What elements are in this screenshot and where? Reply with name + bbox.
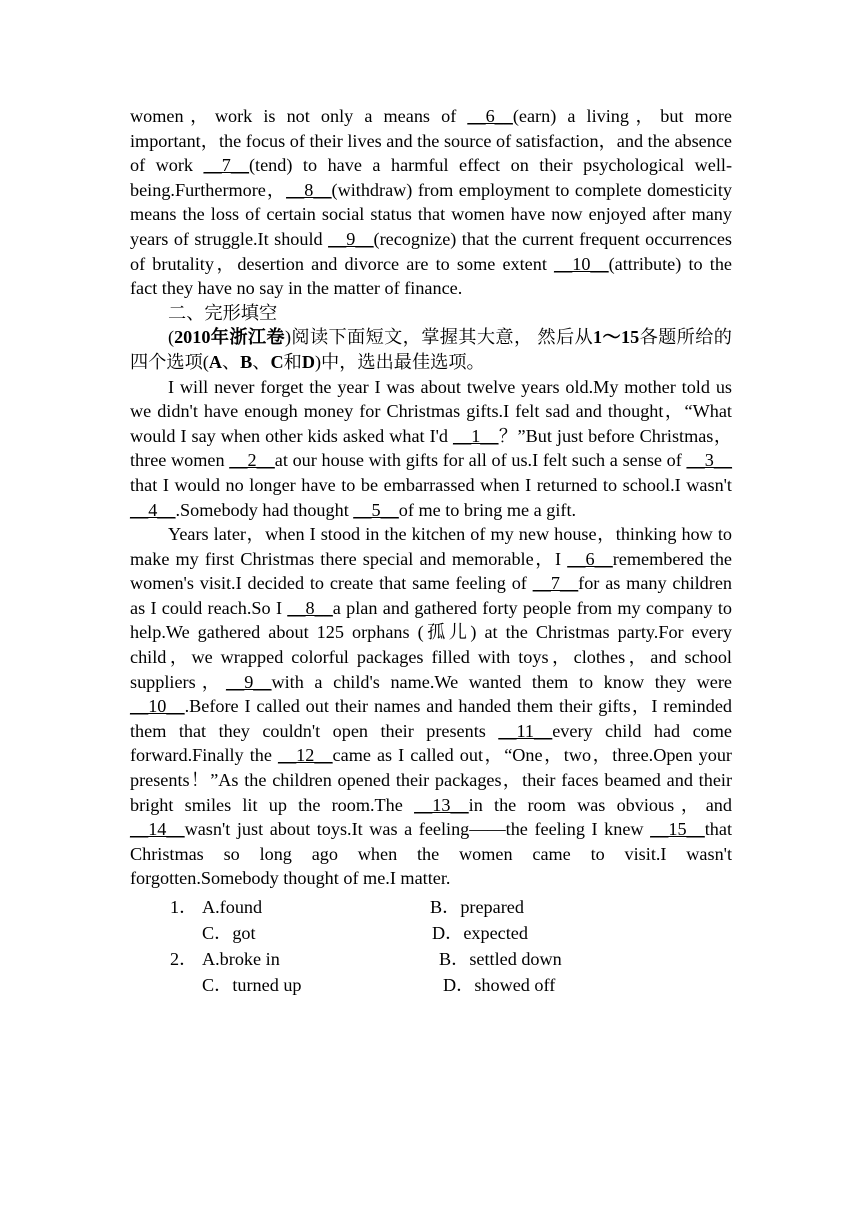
blank-15: __15__ bbox=[650, 819, 705, 840]
blank-9: __9__ bbox=[226, 671, 272, 692]
option-letter: B bbox=[240, 351, 253, 372]
text: (withdraw) from employment to complete domesticity means the loss of certain social status that women have now enjoyed after many years of struggle.It should bbox=[130, 179, 733, 249]
blank-8: __8__ bbox=[287, 597, 333, 618]
text: )阅读下面短文，掌握其大意， 然后从 bbox=[284, 327, 594, 348]
text: Years later，when I stood in the kitchen of my new house，thinking how to make my first Christmas there special and memorable，I bbox=[130, 524, 732, 569]
blank-7: __7__ bbox=[532, 573, 579, 594]
blank-9: __9__ bbox=[328, 228, 374, 249]
text: a plan and gathered forty people from my company to help.We gathered about 125 orphans (孤儿) at the Christmas party.For every child，we wrapped colorful packages filled with toys，clothes，and school suppliers， bbox=[130, 597, 732, 692]
blank-10: __10__ bbox=[130, 696, 185, 717]
option-b: B．prepared bbox=[430, 897, 524, 917]
option-d: D．expected bbox=[432, 923, 528, 943]
text: that I would no longer have to be embarrassed when I returned to school.I wasn't bbox=[130, 474, 732, 495]
option-letter: A bbox=[208, 351, 222, 372]
option-letter: C bbox=[270, 351, 284, 372]
passage-continuation bbox=[130, 104, 732, 301]
option-b: B．settled down bbox=[439, 949, 562, 969]
text: 、 bbox=[221, 351, 241, 372]
question-1-row-1 bbox=[130, 895, 732, 921]
blank-6: __6__ bbox=[567, 548, 613, 569]
exam-source: 2010年浙江卷 bbox=[174, 327, 285, 348]
answer-options bbox=[130, 895, 732, 999]
text: ？”But just before Christmas，three women bbox=[130, 425, 733, 471]
blank-2: __2__ bbox=[229, 450, 275, 471]
question-number: 1． bbox=[170, 897, 198, 917]
text: 各题所给的四个选项( bbox=[130, 327, 732, 372]
text: remembered the women's visit.I decided to create that same feeling of bbox=[130, 548, 733, 594]
text: (tend) to have a harmful effect on their psychological well-being.Furthermore， bbox=[130, 155, 732, 200]
text: that Christmas so long ago when the women came to visit.I wasn't forgotten.Somebody thought of me.I matter. bbox=[130, 819, 732, 889]
text: I will never forget the year I was about twelve years old.My mother told us we didn't have enough money for Christmas gifts.I felt sad and thought，“What would I say when other kids asked what I'd bbox=[130, 376, 732, 446]
question-2-row-1 bbox=[130, 947, 732, 973]
blank-8: __8__ bbox=[286, 179, 332, 200]
option-c: C．turned up bbox=[202, 975, 302, 995]
text: came as I called out，“One，two，three.Open your presents！”As the children opened their packages，their faces beamed and their bright smiles lit up the room.The bbox=[130, 745, 732, 815]
question-1-row-2 bbox=[130, 921, 732, 947]
section-title: 二、完形填空 bbox=[168, 302, 278, 323]
question-2-row-2 bbox=[130, 973, 732, 999]
text: )中，选出最佳选项。 bbox=[314, 351, 485, 372]
option-letter: D bbox=[301, 351, 315, 372]
blank-7: __7__ bbox=[203, 155, 249, 176]
blank-6: __6__ bbox=[467, 106, 513, 126]
cloze-paragraph-1 bbox=[130, 375, 732, 523]
blank-11: __11__ bbox=[498, 720, 553, 741]
text: every child had come forward.Finally the bbox=[130, 720, 732, 766]
blank-12: __12__ bbox=[277, 745, 333, 766]
text: women，work is not only a means of bbox=[130, 106, 468, 126]
blank-10: __10__ bbox=[554, 253, 609, 274]
text: 、 bbox=[252, 351, 271, 372]
text: (earn) a living，but more important，the focus of their lives and the source of satisfaction，and the absence of work bbox=[130, 106, 732, 176]
question-number: 2． bbox=[170, 949, 198, 969]
text: (attribute) to the fact they have no say in the matter of finance. bbox=[130, 253, 732, 299]
text: 和 bbox=[283, 351, 302, 372]
option-c: C．got bbox=[202, 923, 256, 943]
question-range: 1～15 bbox=[593, 327, 640, 348]
text: ( bbox=[168, 327, 175, 348]
text: (recognize) that the current frequent occurrences of brutality，desertion and divorce are to some extent bbox=[130, 228, 732, 274]
text: of me to bring me a gift. bbox=[398, 499, 577, 520]
option-a: A.broke in bbox=[202, 949, 280, 969]
blank-14: __14__ bbox=[130, 819, 185, 840]
text: at our house with gifts for all of us.I felt such a sense of bbox=[274, 450, 687, 471]
blank-3: __3__ bbox=[686, 450, 732, 471]
text: wasn't just about toys.It was a feeling——the feeling I knew bbox=[184, 819, 651, 840]
text: .Somebody had thought bbox=[175, 499, 354, 520]
instruction bbox=[130, 325, 732, 374]
document-page bbox=[130, 104, 732, 999]
blank-4: __4__ bbox=[130, 499, 176, 520]
blank-13: __13__ bbox=[414, 794, 469, 815]
blank-5: __5__ bbox=[353, 499, 399, 520]
option-d: D．showed off bbox=[443, 975, 556, 995]
text: in the room was obvious，and bbox=[468, 794, 732, 815]
blank-1: __1__ bbox=[453, 425, 499, 446]
text: with a child's name.We wanted them to know they were bbox=[271, 671, 732, 692]
cloze-paragraph-2 bbox=[130, 522, 732, 891]
text: for as many children as I could reach.So I bbox=[130, 573, 732, 618]
option-a: A.found bbox=[202, 897, 263, 917]
text: .Before I called out their names and handed them their gifts，I reminded them that they couldn't open their presents bbox=[130, 696, 732, 741]
